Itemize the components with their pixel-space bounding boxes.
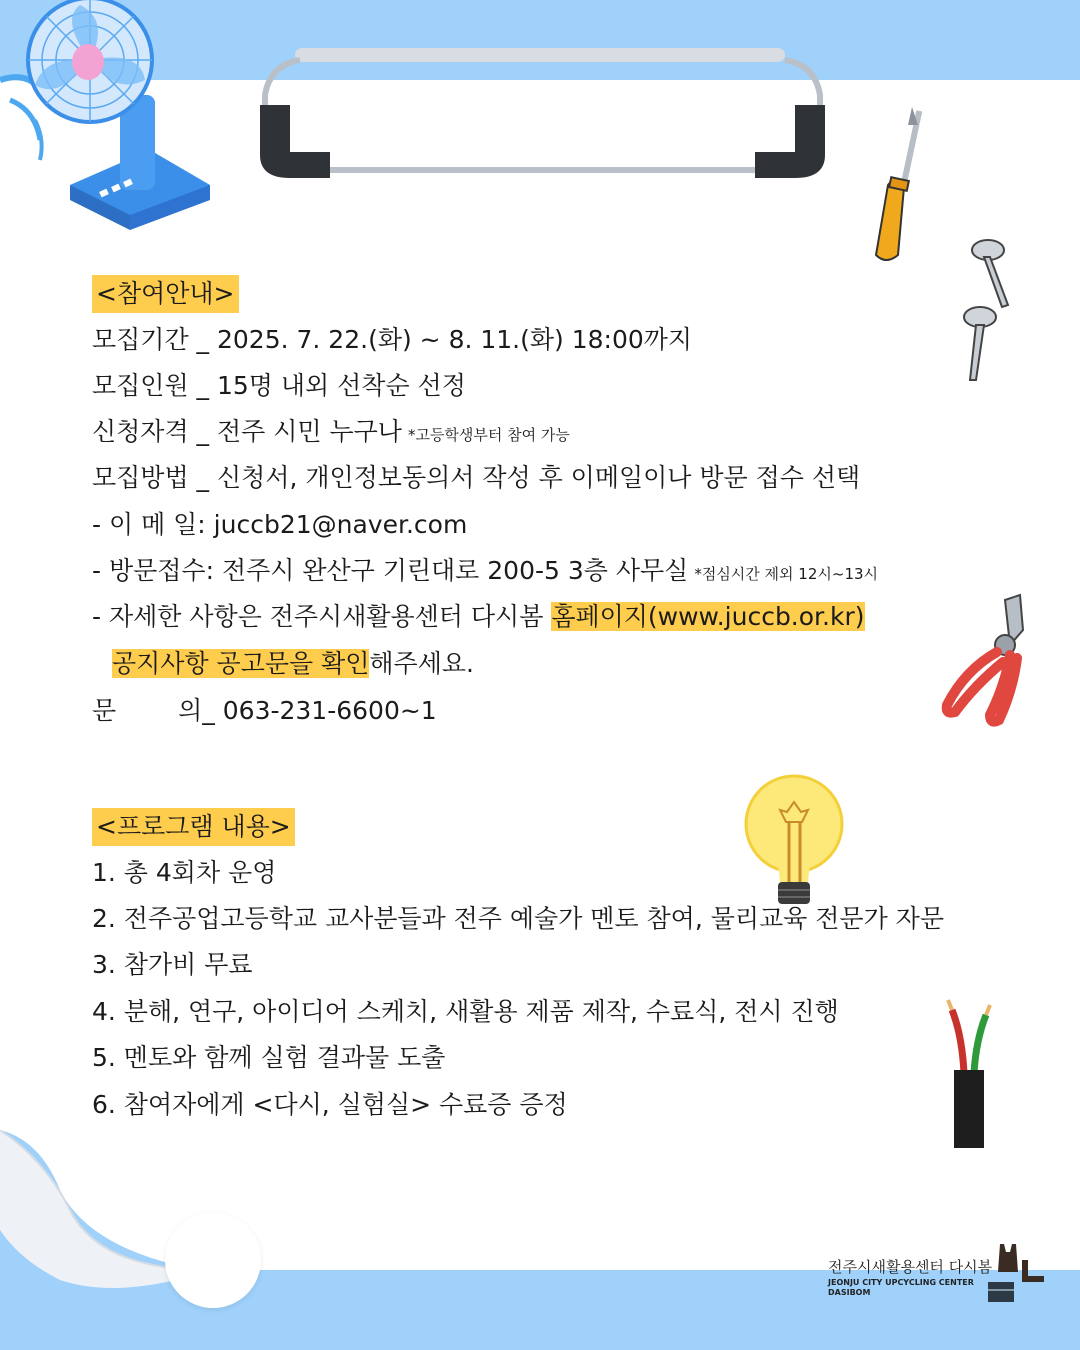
inquiry-label-1: 문 <box>92 696 117 725</box>
clipboard-clip-icon <box>250 40 830 190</box>
details-line <box>92 600 865 634</box>
cable-icon <box>940 995 1000 1155</box>
screwdriver-icon <box>868 105 938 270</box>
logo-mark-icon <box>988 1240 1048 1306</box>
logo-name-ko: 전주시새활용센터 다시봄 <box>828 1258 993 1276</box>
logo-name-en-line1: JEONJU CITY UPCYCLING CENTER <box>828 1278 974 1287</box>
email-line: - 이 메 일: juccb21@naver.com <box>92 510 468 539</box>
eligibility-text: 신청자격 _ 전주 시민 누구나 <box>92 417 402 446</box>
lightbulb-icon <box>742 772 847 912</box>
visit-note: *점심시간 제외 12시~13시 <box>694 565 879 583</box>
notice-highlight: 공지사항 공고문을 확인 <box>112 649 370 678</box>
details-line-2 <box>112 647 474 681</box>
inquiry-line <box>92 694 437 728</box>
program-item: 1. 총 4회차 운영 <box>92 858 277 887</box>
logo-name-en <box>828 1278 974 1298</box>
program-item: 3. 참가비 무료 <box>92 950 253 979</box>
details-prefix: - 자세한 사항은 전주시새활용센터 다시봄 <box>92 602 552 631</box>
visit-line <box>92 554 878 591</box>
participation-heading: <참여안내> <box>92 275 239 313</box>
eligibility <box>92 415 570 452</box>
center-logo <box>828 1240 1048 1310</box>
screw-icon <box>960 235 1030 390</box>
fan-icon <box>0 0 230 240</box>
pliers-icon <box>935 590 1035 730</box>
program-item: 5. 멘토와 함께 실험 결과물 도출 <box>92 1043 446 1072</box>
inquiry-label-2: 의_ 063-231-6600~1 <box>178 696 437 725</box>
recruit-headcount: 모집인원 _ 15명 내외 선착순 선정 <box>92 371 466 400</box>
decorative-circle <box>165 1212 261 1308</box>
recruit-period: 모집기간 _ 2025. 7. 22.(화) ~ 8. 11.(화) 18:00까지 <box>92 325 693 354</box>
program-item: 2. 전주공업고등학교 교사분들과 전주 예술가 멘토 참여, 물리교육 전문가 자문 <box>92 904 944 933</box>
logo-name-en-line2: DASIBOM <box>828 1288 871 1297</box>
program-item: 4. 분해, 연구, 아이디어 스케치, 새활용 제품 제작, 수료식, 전시 진행 <box>92 997 839 1026</box>
homepage-link[interactable]: 홈페이지(www.juccb.or.kr) <box>551 602 865 631</box>
eligibility-note: *고등학생부터 참여 가능 <box>407 426 570 444</box>
program-item: 6. 참여자에게 <다시, 실험실> 수료증 증정 <box>92 1090 568 1119</box>
details-suffix: 해주세요. <box>369 649 474 678</box>
recruit-method: 모집방법 _ 신청서, 개인정보동의서 작성 후 이메일이나 방문 접수 선택 <box>92 463 861 492</box>
visit-text: - 방문접수: 전주시 완산구 기린대로 200-5 3층 사무실 <box>92 556 689 585</box>
program-heading: <프로그램 내용> <box>92 808 295 846</box>
